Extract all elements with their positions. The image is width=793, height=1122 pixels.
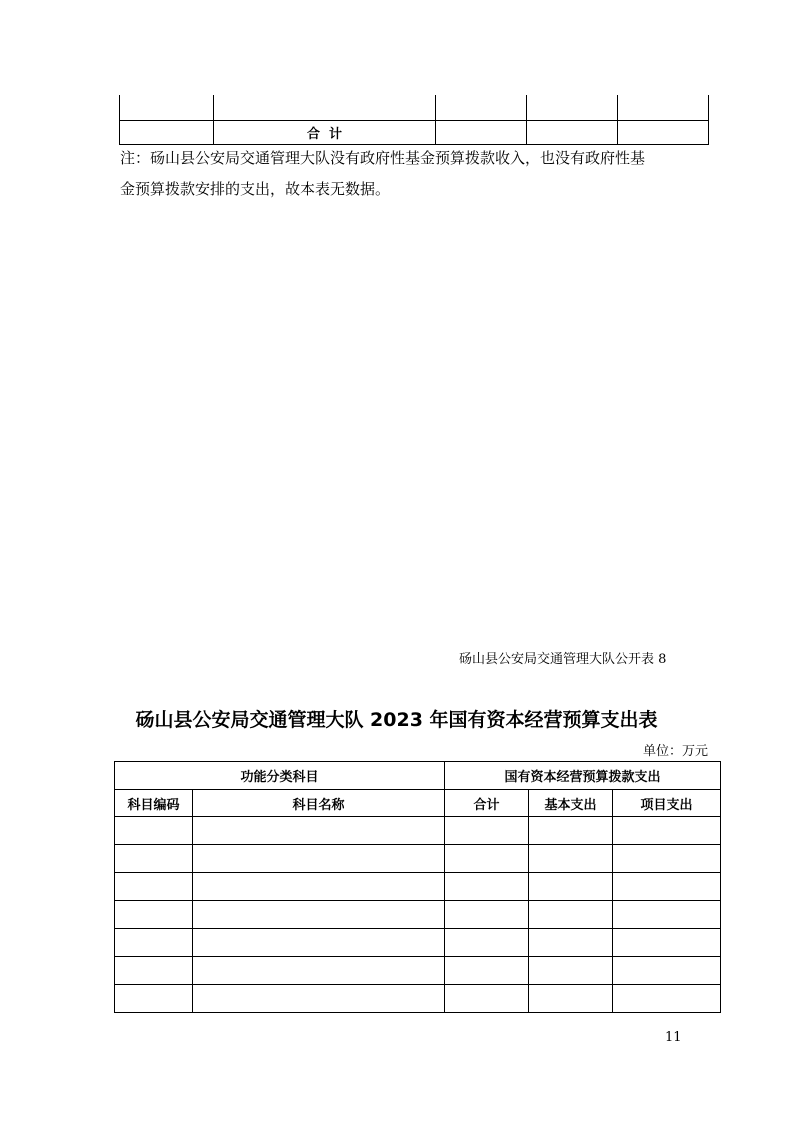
table-cell — [527, 95, 618, 121]
table-cell — [445, 873, 529, 901]
table-cell — [613, 845, 721, 873]
table-row — [115, 873, 721, 901]
column-header-basic: 基本支出 — [529, 790, 613, 817]
table-cell — [115, 985, 193, 1013]
table-cell — [618, 95, 709, 121]
page-title: 砀山县公安局交通管理大队 2023 年国有资本经营预算支出表 — [135, 709, 658, 731]
total-row — [120, 121, 709, 145]
column-header-code: 科目编码 — [115, 790, 193, 817]
table-cell — [445, 957, 529, 985]
table-cell — [214, 95, 436, 121]
table-cell — [193, 957, 445, 985]
previous-table-fragment — [119, 95, 709, 145]
table-cell — [613, 929, 721, 957]
table-cell — [529, 901, 613, 929]
table-cell — [529, 817, 613, 845]
table-cell — [193, 901, 445, 929]
note-line-1: 注：砀山县公安局交通管理大队没有政府性基金预算拨款收入，也没有政府性基 — [120, 149, 646, 167]
page-number: 11 — [665, 1030, 682, 1045]
column-header-total: 合计 — [445, 790, 529, 817]
group-header-budget: 国有资本经营预算拨款支出 — [445, 762, 721, 790]
group-header-functional: 功能分类科目 — [115, 762, 445, 790]
table-cell — [613, 957, 721, 985]
table-cell — [436, 121, 527, 145]
column-header-row — [115, 790, 721, 817]
group-header-row — [115, 762, 721, 790]
table-cell — [193, 873, 445, 901]
table-cell — [120, 95, 214, 121]
table-cell — [115, 957, 193, 985]
table-cell — [120, 121, 214, 145]
table-cell — [115, 845, 193, 873]
table-cell — [115, 901, 193, 929]
table-row — [115, 985, 721, 1013]
table-cell — [193, 929, 445, 957]
table-row — [115, 929, 721, 957]
table-cell — [529, 929, 613, 957]
table-cell — [445, 929, 529, 957]
table-cell — [445, 845, 529, 873]
table-cell — [193, 845, 445, 873]
table-cell — [445, 901, 529, 929]
table-cell — [529, 957, 613, 985]
table-cell — [613, 901, 721, 929]
table-row — [120, 95, 709, 121]
total-label: 合 计 — [214, 121, 436, 145]
table-cell — [613, 985, 721, 1013]
table-cell — [618, 121, 709, 145]
table-row — [115, 817, 721, 845]
table-row — [115, 845, 721, 873]
table-cell — [436, 95, 527, 121]
table-cell — [613, 817, 721, 845]
table-cell — [529, 985, 613, 1013]
unit-label: 单位：万元 — [643, 744, 709, 759]
table-row — [115, 901, 721, 929]
column-header-name: 科目名称 — [193, 790, 445, 817]
table-cell — [445, 985, 529, 1013]
table-cell — [529, 873, 613, 901]
table-cell — [193, 985, 445, 1013]
table-cell — [529, 845, 613, 873]
table-row — [115, 957, 721, 985]
column-header-project: 项目支出 — [613, 790, 721, 817]
budget-expenditure-table — [114, 761, 721, 1013]
table-cell — [115, 817, 193, 845]
table-cell — [613, 873, 721, 901]
table-cell — [115, 929, 193, 957]
table-cell — [193, 817, 445, 845]
table-cell — [527, 121, 618, 145]
table-cell — [115, 873, 193, 901]
form-number: 砀山县公安局交通管理大队公开表 8 — [459, 652, 667, 667]
table-cell — [445, 817, 529, 845]
note-line-2: 金预算拨款安排的支出，故本表无数据。 — [120, 180, 391, 198]
